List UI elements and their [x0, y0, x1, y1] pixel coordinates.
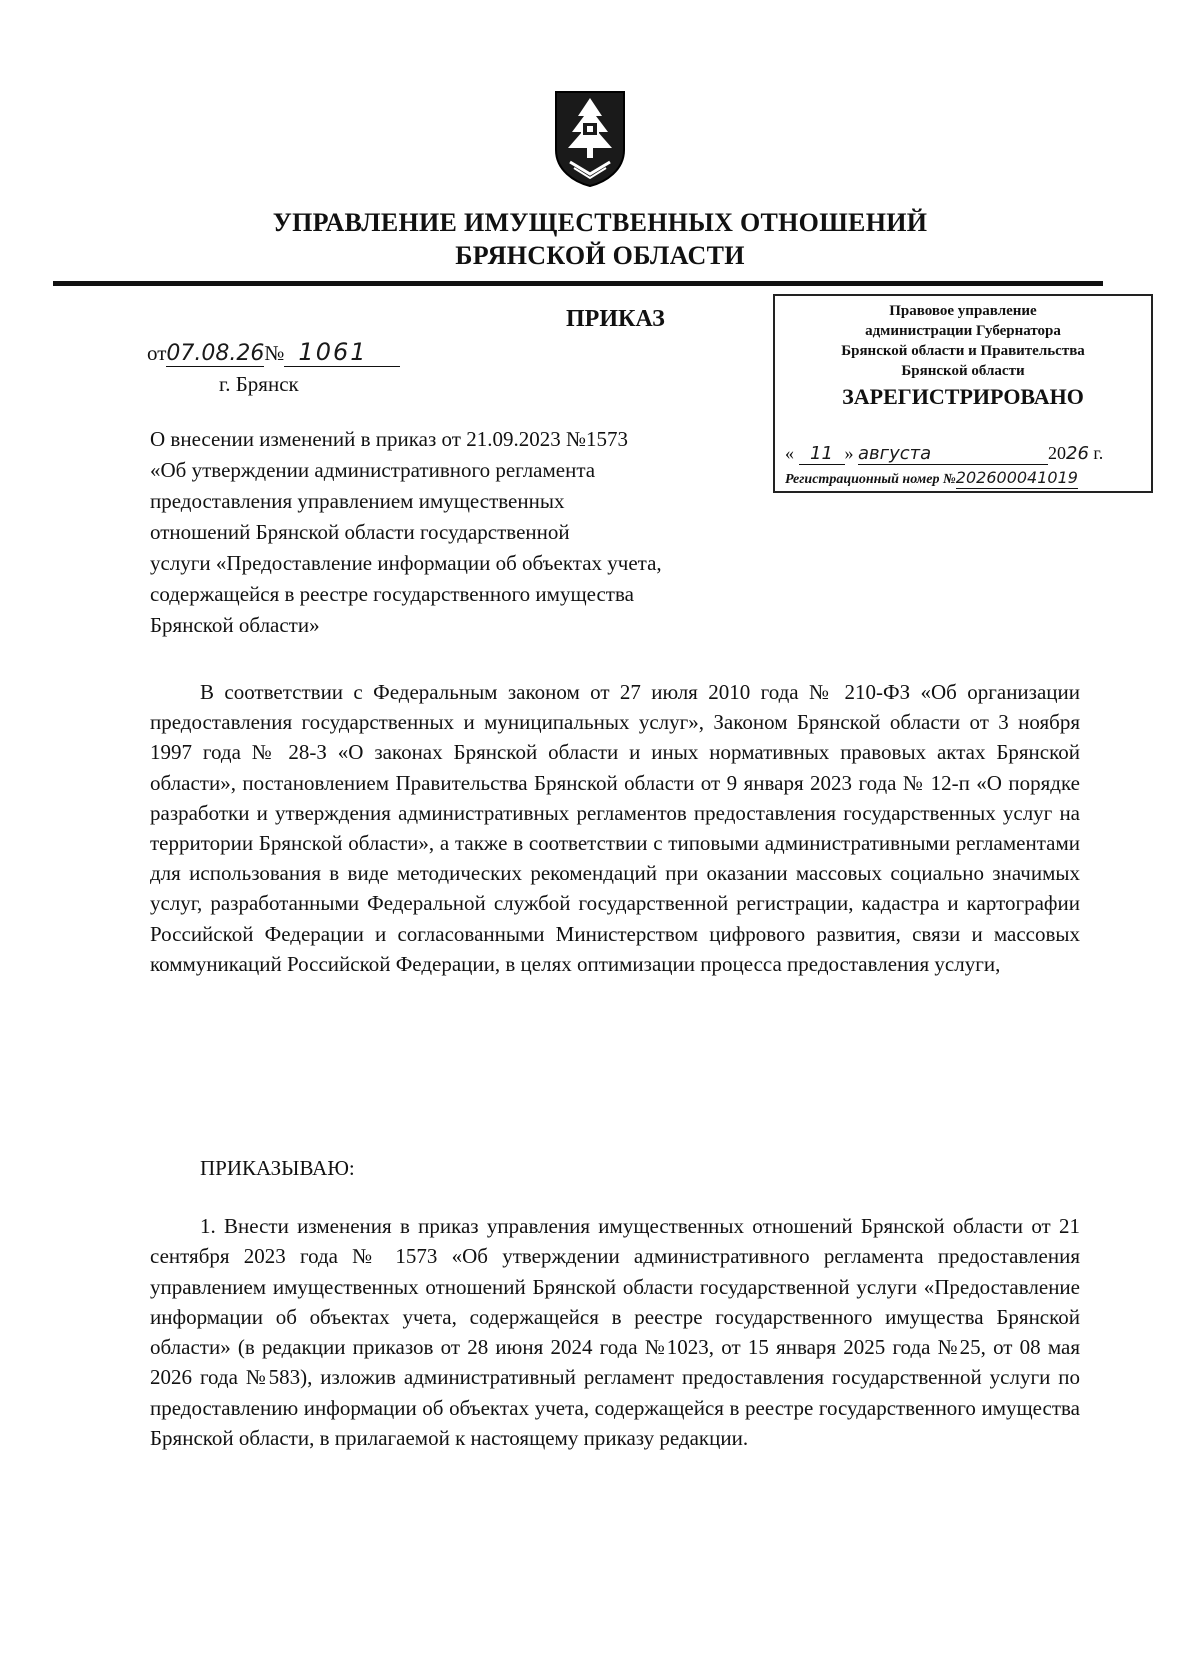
coat-of-arms-emblem	[552, 88, 628, 188]
preamble-paragraph: В соответствии с Федеральным законом от 27 июля 2010 года № 210-ФЗ «Об организации предоставления государственных и муниципальных услуг», Законом Брянской области от 3 ноября 1997 года № 28-З «О законах Брянской области и иных нормативных правовых актах Брянской области», постановлением Правительства Брянской области от 9 января 2023 года № 12-п «О порядке разработки и утверждения административных регламентов предоставления государственных услуг на территории Брянской области», а также в соответствии с типовыми административными регламентами для использования в виде методических рекомендаций при оказании массовых социально значимых услуг, разработанными Федеральной службой государственной регистрации, кадастра и картографии Российской Федерации и согласованными Министерством цифрового развития, связи и массовых коммуникаций Российской Федерации, в целях оптимизации процесса предоставления услуги,	[150, 680, 1080, 976]
header-divider	[53, 281, 1103, 286]
handwritten-reg-year: 26	[1066, 443, 1089, 464]
organization-name-line1: УПРАВЛЕНИЕ ИМУЩЕСТВЕННЫХ ОТНОШЕНИЙ	[272, 208, 928, 237]
subject-line: «Об утверждении административного регламента	[150, 458, 596, 482]
order-date-number	[147, 338, 400, 367]
document-type-title: ПРИКАЗ	[566, 306, 665, 332]
handwritten-order-date: 07.08.26	[166, 341, 265, 366]
issue-city: г. Брянск	[219, 372, 299, 396]
handwritten-reg-day: 11	[799, 444, 845, 465]
year-suffix: г.	[1093, 443, 1104, 463]
number-sign: №	[264, 341, 285, 365]
reg-number-label: Регистрационный номер №	[785, 472, 956, 487]
handwritten-reg-number: 202600041019	[955, 468, 1078, 487]
order-directive-word: ПРИКАЗЫВАЮ:	[200, 1156, 355, 1180]
stamp-dept-line: администрации Губернатора	[865, 323, 1061, 339]
registration-stamp	[773, 294, 1153, 493]
subject-line: отношений Брянской области государственной	[150, 520, 570, 544]
date-prefix: от	[147, 341, 167, 365]
stamp-dept-line: Брянской области и Правительства	[841, 343, 1085, 359]
organization-name-line2: БРЯНСКОЙ ОБЛАСТИ	[455, 241, 745, 270]
stamp-dept-line: Брянской области	[901, 363, 1025, 379]
subject-line: О внесении изменений в приказ от 21.09.2023 №1573	[150, 427, 628, 451]
handwritten-order-number: 1061	[284, 338, 400, 367]
year-prefix: 20	[1048, 443, 1066, 463]
stamp-department	[775, 296, 1151, 381]
order-item-1: 1. Внести изменения в приказ управления имущественных отношений Брянской области от 21 сентября 2023 года № 1573 «Об утверждении административного регламента предоставления управлением имущественных отношений Брянской области государственной услуги «Предоставление информации об объектах учета, содержащейся в реестре государственного имущества Брянской области» (в редакции приказов от 28 июня 2024 года №1023, от 15 января 2025 года №25, от 08 мая 2026 года №583), изложив административный регламент предоставления государственной услуги по предоставлению информации об объектах учета, содержащейся в реестре государственного имущества Брянской области, в прилагаемой к настоящему приказу редакции.	[150, 1214, 1080, 1451]
quote-close: »	[844, 443, 854, 463]
stamp-registration-date	[785, 443, 1147, 465]
stamp-registration-number	[785, 468, 1147, 490]
stamp-status: ЗАРЕГИСТРИРОВАНО	[842, 384, 1084, 409]
subject-line: предоставления управлением имущественных	[150, 489, 565, 513]
order-subject	[150, 424, 790, 641]
subject-line: Брянской области»	[150, 613, 320, 637]
subject-line: содержащейся в реестре государственного имущества	[150, 582, 634, 606]
quote-open: «	[785, 443, 794, 463]
stamp-dept-line: Правовое управление	[889, 303, 1037, 319]
handwritten-reg-month: августа	[858, 444, 1048, 465]
subject-line: услуги «Предоставление информации об объектах учета,	[150, 551, 662, 575]
